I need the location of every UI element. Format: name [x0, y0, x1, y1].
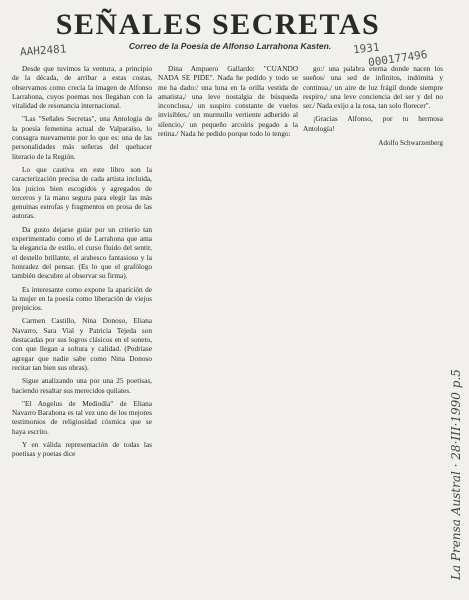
paragraph: Carmen Castillo, Nina Donoso, Eliana Navarro, Sara Vial y Patricia Tejeda son destacadas por sus logros clásicos en el soneto, con que llegan a soltura y calidad. (Podríase agregar que nadie sabe como Nina Donoso recitar tan bien sus obras).: [12, 316, 152, 372]
article-subtitle: Correo de la Poesía de Alfonso Larrahona Kasten.: [128, 41, 332, 51]
year-note: 1931: [352, 40, 381, 57]
article-column-2: [158, 64, 298, 142]
paragraph: Desde que tuvimos la ventura, a principio de la década, de arribar a estas costas, observamos como crecía la imagen de Alfonso Larrahona, cuyos poemas nos llegaban con la vitalidad de resonancia internacional.: [12, 64, 152, 111]
handwritten-source-note: La Prensa Austral · 28·III·1990 p.5: [449, 369, 463, 580]
paragraph: go:/ una palabra eterna donde nacen los sueños/ una sed de infinitos, indómita y continua,/ un aire de luz frágil donde siempre respiro,/ una leve conciencia del ser y del no ser./ Nada exijo a la rosa, tan solo florecer".: [303, 64, 443, 111]
paragraph: Sigue analizando una por una 25 poetisas, haciendo resaltar sus merecidos quilates.: [12, 376, 152, 395]
paragraph: Y en válida representación de todas las poetisas y poetas dice: [12, 439, 152, 459]
paragraph: Da gusto dejarse guiar por un criterio tan experimentado como el de Larrahona que ama la elegancia de estilo, el curso fluido del sentir, el destello brillante, el arabesco fantasioso y la honradez del pensar. (Es lo que el grafólogo también descubre al observar su firma).: [12, 224, 152, 281]
catalog-stamp-left: AAH2481: [19, 42, 67, 59]
paragraph: Es interesante como expone la aparición de la mujer en la poesía como liberación de viejos prejuicios.: [12, 284, 152, 313]
paragraph: Dina Ampuero Gallardo: "CUANDO NADA SE PIDE". Nada he pedido y todo se me ha dado:/ una luna en la orilla vestida de amatista,/ una leve nostalgia de búsqueda inconclusa,/ un suspiro constante de vuelos invisibles,/ un murmullo vertiente adherido al silencio,/ un pequeño arcoíris pegado a la retina./ Nada he pedido porque todo lo tengo:: [158, 64, 298, 139]
paragraph: "El Angelus de Mediodía" de Eliana Navarro Barahona es tal vez uno de los mejores testimonios de religiosidad cósmica que se haya escrito.: [12, 398, 152, 436]
article-title: SEÑALES SECRETAS: [55, 8, 381, 41]
paragraph: Lo que cautiva en este libro son la caracterización precisa de cada artista incluida, los juicios bien escogidos y agregados de terceros y la mano segura para elegir las más genuinas estrofas y fragmentos en prosa de las autoras.: [12, 164, 152, 221]
author-signature: Adolfo Schwarzenberg: [378, 139, 443, 148]
paragraph: "Las "Señales Secretas", una Antología de la poesía femenina actual de Valparaíso, lo consagra nuevamente por lo que es: una de las personalidades más señeras del quehacer literario de la Región.: [12, 114, 152, 161]
paragraph: ¡Gracias Alfonso, por tu hermosa Antología!: [303, 114, 443, 133]
article-column-1: [12, 64, 152, 463]
article-column-3: [303, 64, 443, 148]
catalog-stamp-right: 000177496: [367, 47, 429, 70]
